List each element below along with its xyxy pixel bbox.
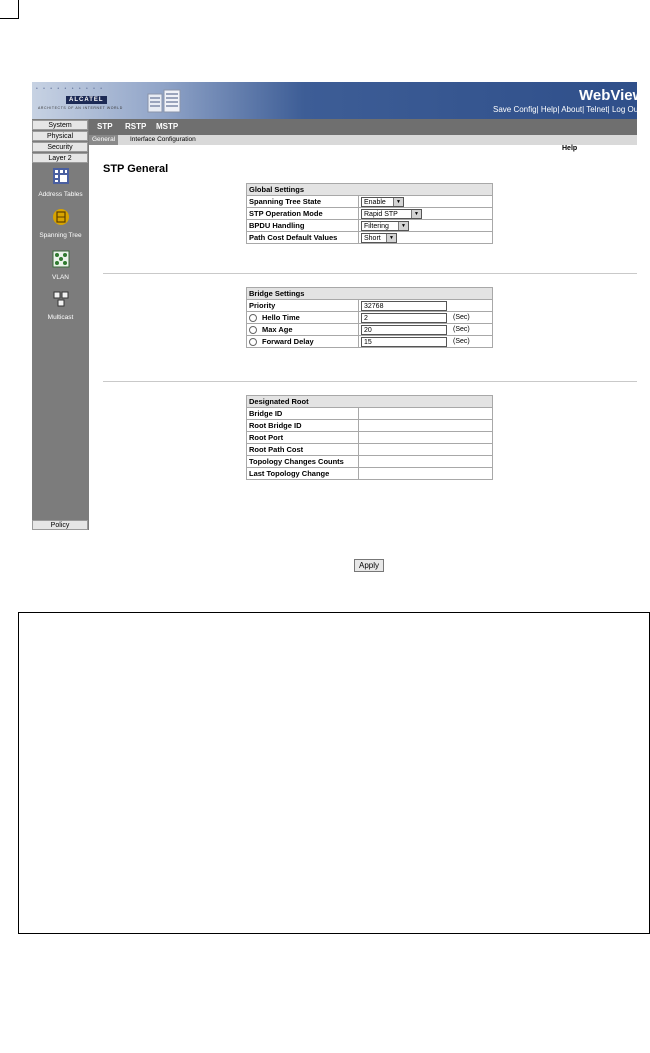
sidebar-tab-layer2[interactable]: Layer 2 [32, 153, 88, 163]
top-links: Save Config| Help| About| Telnet| Log Out [493, 105, 641, 114]
topology-changes-counts-value [359, 456, 493, 468]
chevron-down-icon: ▼ [386, 234, 396, 242]
address-tables-icon [52, 167, 70, 185]
spanning-tree-icon [52, 208, 70, 226]
hello-time-unit: (Sec) [453, 314, 470, 322]
sidebar-item-multicast[interactable] [32, 290, 89, 321]
bpdu-handling-select[interactable] [361, 221, 409, 231]
sidebar-item-vlan[interactable] [32, 250, 89, 281]
subtab-bar [89, 135, 637, 145]
logo-pattern-icon: • • • • • • • • • • [36, 86, 105, 92]
spanning-tree-state-value: Enable [364, 198, 386, 206]
page-corner-mark [0, 0, 19, 19]
stp-operation-mode-label: STP Operation Mode [247, 208, 359, 220]
spanning-tree-state-label: Spanning Tree State [247, 196, 359, 208]
bpdu-handling-value: Filtering [364, 222, 389, 230]
help-link[interactable]: Help [562, 145, 578, 152]
designated-root-table [246, 395, 493, 480]
webview-brand: WebView [579, 87, 645, 104]
main-content [89, 119, 637, 570]
logo-text: ALCATEL [66, 96, 107, 104]
bridge-settings-table [246, 287, 493, 348]
root-port-label: Root Port [247, 432, 359, 444]
multicast-icon [52, 290, 70, 308]
about-link[interactable]: About [561, 105, 583, 114]
tab-rstp[interactable]: RSTP [125, 122, 147, 131]
section-divider [103, 381, 637, 382]
tab-stp[interactable]: STP [97, 122, 113, 131]
root-port-value [359, 432, 493, 444]
path-cost-default-value: Short [364, 234, 381, 242]
hello-time-radio[interactable] [249, 314, 257, 322]
tab-bar [89, 119, 637, 135]
bridge-id-label: Bridge ID [247, 408, 359, 420]
stp-operation-mode-value: Rapid STP [364, 210, 398, 218]
telnet-link[interactable]: Telnet [586, 105, 608, 114]
stp-operation-mode-select[interactable] [361, 209, 422, 219]
bridge-id-value [359, 408, 493, 420]
logo-tagline: ARCHITECTS OF AN INTERNET WORLD [38, 106, 123, 110]
apply-button[interactable]: Apply [354, 559, 384, 572]
designated-root-header: Designated Root [247, 396, 493, 408]
logout-link[interactable]: Log Out [611, 105, 641, 114]
chevron-down-icon: ▼ [411, 210, 421, 218]
section-divider [103, 273, 637, 274]
address-tables-label: Address Tables [38, 191, 83, 198]
sidebar-tab-security[interactable]: Security [32, 142, 88, 152]
hello-time-label: Hello Time [262, 312, 300, 322]
sidebar-item-address-tables[interactable] [32, 167, 89, 198]
last-topology-change-label: Last Topology Change [247, 468, 359, 480]
spanning-tree-label: Spanning Tree [39, 232, 82, 239]
multicast-label: Multicast [47, 314, 74, 321]
subtab-general[interactable]: General [89, 135, 118, 145]
sidebar-tab-system[interactable]: System [32, 120, 88, 130]
subtab-interface-configuration[interactable]: Interface Configuration [130, 136, 196, 143]
path-cost-default-select[interactable] [361, 233, 397, 243]
max-age-label: Max Age [262, 324, 293, 334]
global-settings-header: Global Settings [247, 184, 493, 196]
max-age-unit: (Sec) [453, 326, 470, 334]
sidebar-tab-physical[interactable]: Physical [32, 131, 88, 141]
vlan-label: VLAN [52, 274, 69, 281]
forward-delay-unit: (Sec) [453, 338, 470, 346]
webview-screenshot [32, 82, 645, 570]
alcatel-logo [36, 86, 136, 114]
root-path-cost-label: Root Path Cost [247, 444, 359, 456]
last-topology-change-value [359, 468, 493, 480]
topology-changes-counts-label: Topology Changes Counts [247, 456, 359, 468]
switch-rack-icon [147, 88, 181, 114]
sidebar-tab-policy[interactable]: Policy [32, 520, 88, 530]
chevron-down-icon: ▼ [393, 198, 403, 206]
hello-time-input[interactable]: 2 [361, 313, 447, 323]
root-bridge-id-label: Root Bridge ID [247, 420, 359, 432]
save-config-link[interactable]: Save Config [493, 105, 537, 114]
sidebar-item-spanning-tree[interactable] [32, 208, 89, 239]
sidebar [32, 119, 89, 530]
forward-delay-input[interactable]: 15 [361, 337, 447, 347]
global-settings-table [246, 183, 493, 244]
empty-note-box [18, 612, 650, 934]
priority-input[interactable]: 32768 [361, 301, 447, 311]
app-header [32, 82, 645, 119]
spanning-tree-state-select[interactable] [361, 197, 404, 207]
bridge-settings-header: Bridge Settings [247, 288, 493, 300]
vlan-icon [52, 250, 70, 268]
priority-label: Priority [247, 300, 359, 312]
forward-delay-radio[interactable] [249, 338, 257, 346]
forward-delay-label: Forward Delay [262, 336, 314, 346]
root-bridge-id-value [359, 420, 493, 432]
bpdu-handling-label: BPDU Handling [247, 220, 359, 232]
help-link-top[interactable]: Help [540, 105, 558, 114]
max-age-radio[interactable] [249, 326, 257, 334]
page-title: STP General [103, 163, 169, 175]
max-age-input[interactable]: 20 [361, 325, 447, 335]
tab-mstp[interactable]: MSTP [156, 122, 179, 131]
root-path-cost-value [359, 444, 493, 456]
chevron-down-icon: ▼ [398, 222, 408, 230]
path-cost-default-label: Path Cost Default Values [247, 232, 359, 244]
